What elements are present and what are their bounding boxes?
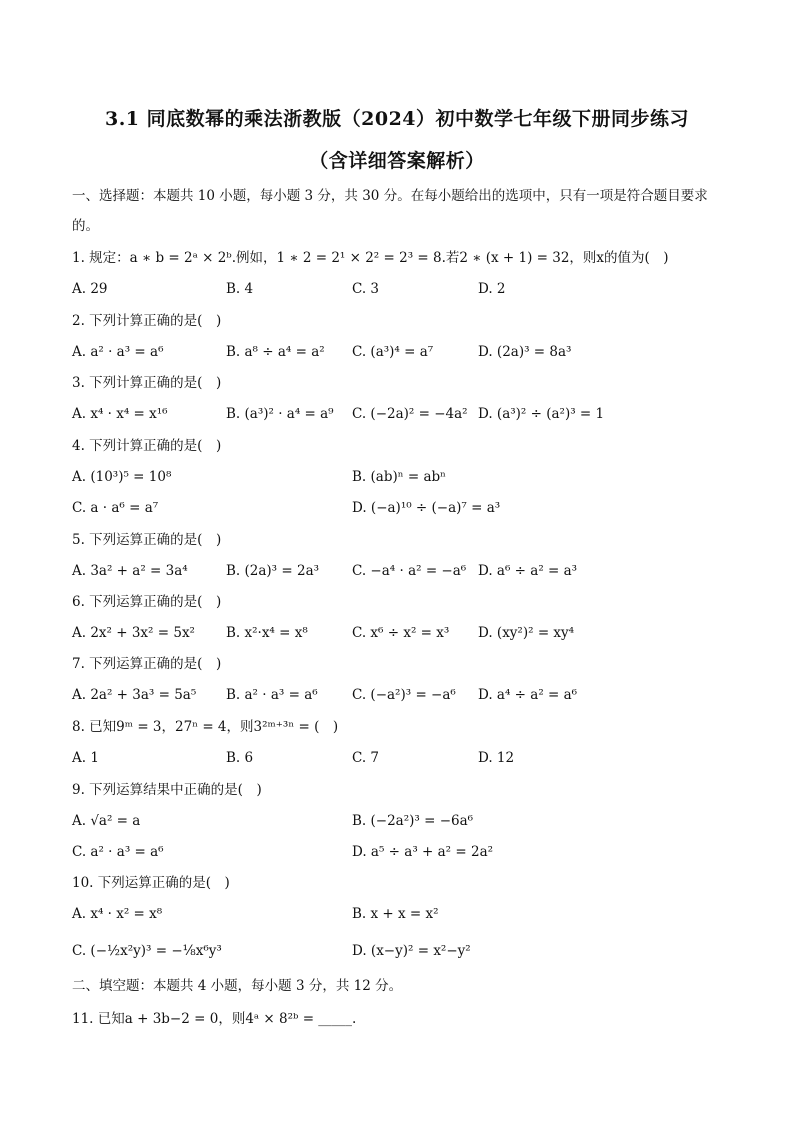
document-title: 3.1 同底数幂的乘法浙教版（2024）初中数学七年级下册同步练习 xyxy=(104,108,690,130)
question-9-option-d: D. a⁵ ÷ a³ + a² = 2a² xyxy=(352,844,494,860)
question-8-option-d: D. 12 xyxy=(478,750,515,766)
question-2-option-b: B. a⁸ ÷ a⁴ = a² xyxy=(226,344,325,360)
question-6-option-d: D. (xy²)² = xy⁴ xyxy=(478,625,575,641)
question-1-option-c: C. 3 xyxy=(352,281,380,297)
question-10-stem: 10. 下列运算正确的是( ) xyxy=(72,875,230,891)
question-6-option-c: C. x⁶ ÷ x² = x³ xyxy=(352,625,450,641)
question-4-option-a: A. (10³)⁵ = 10⁸ xyxy=(72,469,172,485)
question-7-option-a: A. 2a² + 3a³ = 5a⁵ xyxy=(72,687,197,703)
question-1-stem: 1. 规定：a ∗ b = 2ᵃ × 2ᵇ.例如，1 ∗ 2 = 2¹ × 2² = 2³ = 8.若2 ∗ (x + 1) = 32，则x的值为( ) xyxy=(72,250,669,266)
question-3-stem: 3. 下列计算正确的是( ) xyxy=(72,375,222,391)
question-5-option-a: A. 3a² + a² = 3a⁴ xyxy=(72,563,188,579)
question-4-option-d: D. (−a)¹⁰ ÷ (−a)⁷ = a³ xyxy=(352,500,501,516)
question-3-option-a: A. x⁴ · x⁴ = x¹⁶ xyxy=(72,406,168,422)
section1-heading-cont: 的。 xyxy=(72,218,99,234)
question-7-stem: 7. 下列运算正确的是( ) xyxy=(72,656,222,672)
question-6-option-a: A. 2x² + 3x² = 5x² xyxy=(72,625,195,641)
section1-heading: 一、选择题：本题共 10 小题，每小题 3 分，共 30 分。在每小题给出的选项中，只有一项是符合题目要求 xyxy=(72,188,708,204)
question-11-stem: 11. 已知a + 3b−2 = 0，则4ᵃ × 8²ᵇ = _____. xyxy=(72,1011,357,1027)
question-6-stem: 6. 下列运算正确的是( ) xyxy=(72,594,222,610)
question-1-option-a: A. 29 xyxy=(72,281,108,297)
question-8-option-b: B. 6 xyxy=(226,750,254,766)
question-9-option-c: C. a² · a³ = a⁶ xyxy=(72,844,164,860)
question-10-option-b: B. x + x = x² xyxy=(352,906,439,922)
question-5-option-b: B. (2a)³ = 2a³ xyxy=(226,563,320,579)
question-10-option-c: C. (−½x²y)³ = −⅛x⁶y³ xyxy=(72,943,222,959)
question-3-option-b: B. (a³)² · a⁴ = a⁹ xyxy=(226,406,334,422)
question-8-option-c: C. 7 xyxy=(352,750,380,766)
question-2-option-c: C. (a³)⁴ = a⁷ xyxy=(352,344,434,360)
question-2-stem: 2. 下列计算正确的是( ) xyxy=(72,313,222,329)
document-subtitle: （含详细答案解析） xyxy=(309,150,485,172)
question-2-option-a: A. a² · a³ = a⁶ xyxy=(72,344,164,360)
question-5-option-c: C. −a⁴ · a² = −a⁶ xyxy=(352,563,467,579)
question-7-option-c: C. (−a²)³ = −a⁶ xyxy=(352,687,456,703)
question-10-option-d: D. (x−y)² = x²−y² xyxy=(352,943,471,959)
question-6-option-b: B. x²·x⁴ = x⁸ xyxy=(226,625,308,641)
question-2-option-d: D. (2a)³ = 8a³ xyxy=(478,344,572,360)
question-4-option-b: B. (ab)ⁿ = abⁿ xyxy=(352,469,446,485)
question-1-option-b: B. 4 xyxy=(226,281,254,297)
question-9-option-a: A. √a² = a xyxy=(72,813,141,829)
section2-heading: 二、填空题：本题共 4 小题，每小题 3 分，共 12 分。 xyxy=(72,978,403,994)
question-3-option-d: D. (a³)² ÷ (a²)³ = 1 xyxy=(478,406,605,422)
question-3-option-c: C. (−2a)² = −4a² xyxy=(352,406,468,422)
question-5-stem: 5. 下列运算正确的是( ) xyxy=(72,532,222,548)
question-8-stem: 8. 已知9ᵐ = 3，27ⁿ = 4，则3²ᵐ⁺³ⁿ = ( ) xyxy=(72,719,339,735)
question-9-stem: 9. 下列运算结果中正确的是( ) xyxy=(72,782,262,798)
question-10-option-a: A. x⁴ · x² = x⁸ xyxy=(72,906,163,922)
question-4-option-c: C. a · a⁶ = a⁷ xyxy=(72,500,159,516)
question-8-option-a: A. 1 xyxy=(72,750,99,766)
question-9-option-b: B. (−2a²)³ = −6a⁶ xyxy=(352,813,474,829)
question-4-stem: 4. 下列计算正确的是( ) xyxy=(72,438,222,454)
question-1-option-d: D. 2 xyxy=(478,281,506,297)
question-7-option-b: B. a² · a³ = a⁶ xyxy=(226,687,318,703)
question-7-option-d: D. a⁴ ÷ a² = a⁶ xyxy=(478,687,578,703)
question-5-option-d: D. a⁶ ÷ a² = a³ xyxy=(478,563,578,579)
